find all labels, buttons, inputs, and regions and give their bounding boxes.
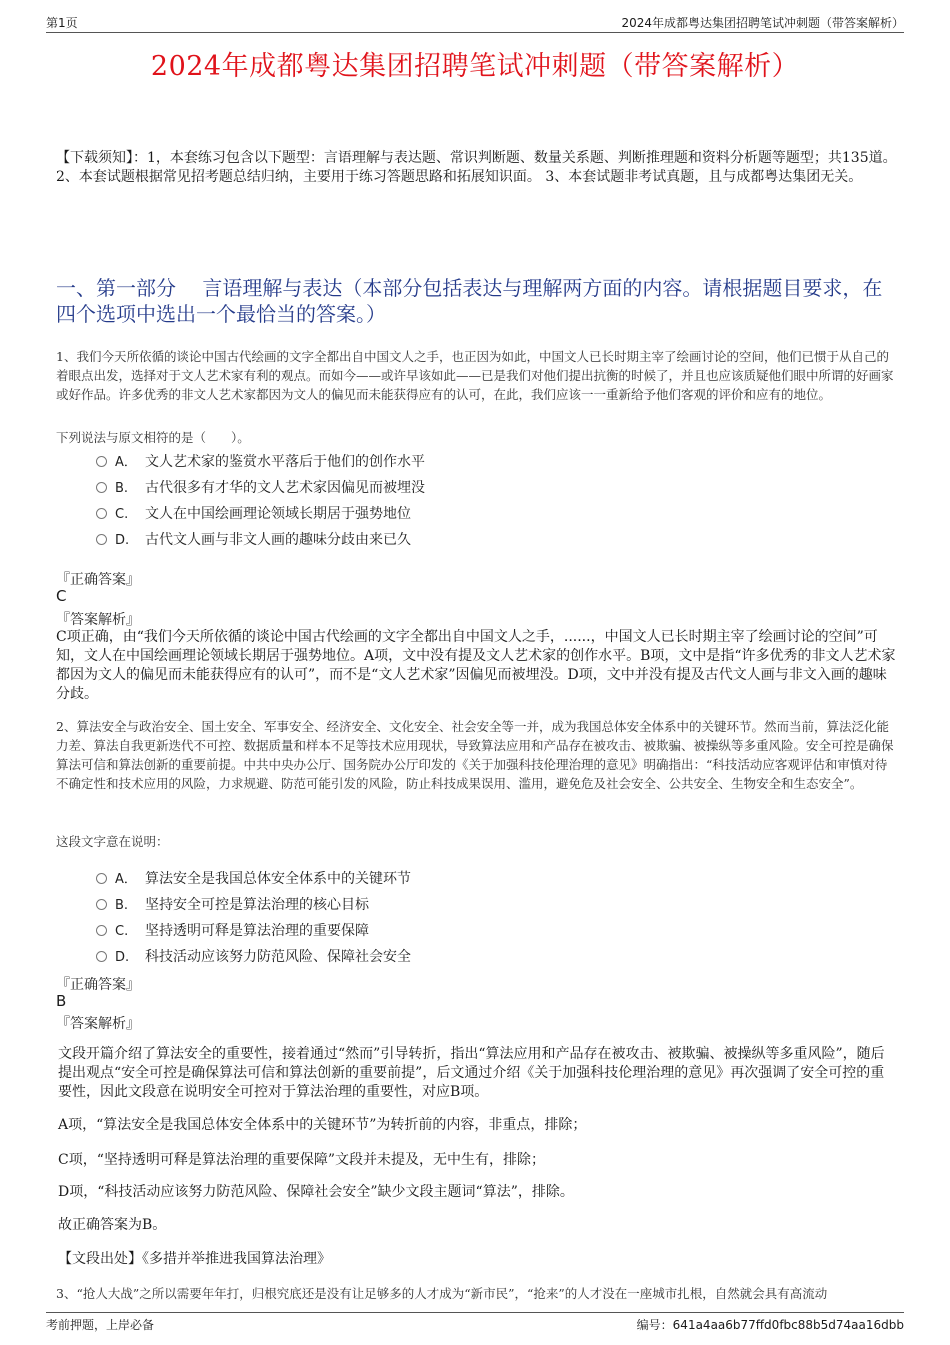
q2-question: 这段文字意在说明： <box>56 834 169 849</box>
q1-option-d[interactable]: D. 古代文人画与非文人画的趣味分歧由来已久 <box>96 529 411 549</box>
q1-answer-label: 『正确答案』 <box>56 572 140 588</box>
q1-analysis: C项正确，由“我们今天所依循的谈论中国古代绘画的文字全都出自中国文人之手，......，中国文人已长时期主宰了绘画讨论的空间”可知，文人在中国绘画理论领域长期居于强势地位。A项，文中没有提及文人艺术家的创作水平。B项，文中是指“许多优秀的非文人艺术家都因为文人的偏见而未能获得应有的认可”，而不是“文人艺术家”因偏见而被埋没。D项，文中并没有提及古代文人画与非文入画的趣味分歧。 <box>56 629 896 702</box>
radio-icon[interactable] <box>96 899 107 910</box>
q2-source: 【文段出处】《多措并举推进我国算法治理》 <box>58 1251 331 1267</box>
q2-option-c[interactable]: C. 坚持透明可释是算法治理的重要保障 <box>96 920 369 940</box>
q2-answer: B <box>56 992 67 1010</box>
q1-option-c[interactable]: C. 文人在中国绘画理论领域长期居于强势地位 <box>96 503 411 523</box>
radio-icon[interactable] <box>96 534 107 545</box>
section-title: 一、第一部分 言语理解与表达（本部分包括表达与理解两方面的内容。请根据题目要求，在四个选项中选出一个最恰当的答案。） <box>56 276 883 326</box>
q2-stem: 2、算法安全与政治安全、国土安全、军事安全、经济安全、文化安全、社会安全等一并，成为我国总体安全体系中的关键环节。然而当前，算法泛化能力差、算法自我更新迭代不可控、数据质量和样本不足等技术应用现状，导致算法应用和产品存在被攻击、被欺骗、被操纵等多重风险。安全可控是确保算法可信和算法创新的重要前提。中共中央办公厅、国务院办公厅印发的《关于加强科技伦理治理的意见》明确指出：“科技活动应客观评估和审慎对待不确定性和技术应用的风险，力求规避、防范可能引发的风险，防止科技成果误用、滥用，避免危及社会安全、公共安全、生物安全和生态安全”。 <box>56 719 894 791</box>
page-header <box>46 14 904 33</box>
q2-option-a[interactable]: A． 算法安全是我国总体安全体系中的关键环节 <box>96 868 411 888</box>
q2-analysis-label: 『答案解析』 <box>56 1016 140 1032</box>
q1-option-b[interactable]: B. 古代很多有才华的文人艺术家因偏见而被埋没 <box>96 477 425 497</box>
download-notice: 【下载须知】：1，本套练习包含以下题型：言语理解与表达题、常识判断题、数量关系题、判断推理题和资料分析题等题型；共135道。 2、本套试题根据常见招考题总结归纳，主要用于练习答题思路和拓展知识面。 3、本套试题非考试真题，且与成都粤达集团无关。 <box>56 150 897 185</box>
q2-analysis-paragraph: 文段开篇介绍了算法安全的重要性，接着通过“然而”引导转折，指出“算法应用和产品存在被攻击、被欺骗、被操纵等多重风险”，随后提出观点“安全可控是确保算法可信和算法创新的重要前提”，后文通过介绍《关于加强科技伦理治理的意见》再次强调了安全可控的重要性，因此文段意在说明安全可控对于算法治理的重要性，对应B项。 <box>58 1046 885 1100</box>
q3-stem: 3、“抢人大战”之所以需要年年打，归根究底还是没有让足够多的人才成为“新市民”，“抢来”的人才没在一座城市扎根，自然就会具有高流动 <box>56 1286 828 1301</box>
q2-option-d[interactable]: D. 科技活动应该努力防范风险、保障社会安全 <box>96 946 411 966</box>
radio-icon[interactable] <box>96 873 107 884</box>
q2-analysis-paragraph: D项，“科技活动应该努力防范风险、保障社会安全”缺少文段主题词“算法”，排除。 <box>58 1184 574 1200</box>
q2-answer-label: 『正确答案』 <box>56 977 140 993</box>
q2-analysis-paragraph: A项，“算法安全是我国总体安全体系中的关键环节”为转折前的内容，非重点，排除； <box>58 1117 587 1133</box>
q2-analysis-paragraph: 故正确答案为B。 <box>58 1217 167 1233</box>
header-doc-title: 2024年成都粤达集团招聘笔试冲刺题（带答案解析） <box>621 16 904 30</box>
q2-analysis-paragraph: C项，“坚持透明可释是算法治理的重要保障”文段并未提及，无中生有，排除； <box>58 1152 546 1168</box>
q1-option-a[interactable]: A． 文人艺术家的鉴赏水平落后于他们的创作水平 <box>96 451 425 471</box>
q1-stem: 1、我们今天所依循的谈论中国古代绘画的文字全都出自中国文人之手，也正因为如此，中国文人已长时期主宰了绘画讨论的空间，他们已惯于从自己的着眼点出发，选择对于文人艺术家有利的观点。而如今——或许早该如此——已是我们对他们提出抗衡的时候了，并且也应该质疑他们眼中所谓的好画家或好作品。许多优秀的非文人艺术家都因为文人的偏见而未能获得应有的认可，在此，我们应该一一重新给予他们客观的评价和应有的地位。 <box>56 349 894 402</box>
q1-question: 下列说法与原文相符的是（ ）。 <box>56 430 250 445</box>
page-number: 第1页 <box>46 16 78 30</box>
footer-code: 编号：641a4aa6b77ffd0fbc88b5d74aa16dbb <box>636 1318 904 1332</box>
radio-icon[interactable] <box>96 951 107 962</box>
q1-answer: C <box>56 587 67 605</box>
radio-icon[interactable] <box>96 482 107 493</box>
radio-icon[interactable] <box>96 925 107 936</box>
page-footer <box>46 1312 904 1338</box>
q2-option-b[interactable]: B. 坚持安全可控是算法治理的核心目标 <box>96 894 369 914</box>
q1-analysis-label: 『答案解析』 <box>56 612 140 628</box>
document-title: 2024年成都粤达集团招聘笔试冲刺题（带答案解析） <box>150 51 800 82</box>
radio-icon[interactable] <box>96 508 107 519</box>
footer-slogan: 考前押题，上岸必备 <box>46 1318 155 1332</box>
radio-icon[interactable] <box>96 456 107 467</box>
